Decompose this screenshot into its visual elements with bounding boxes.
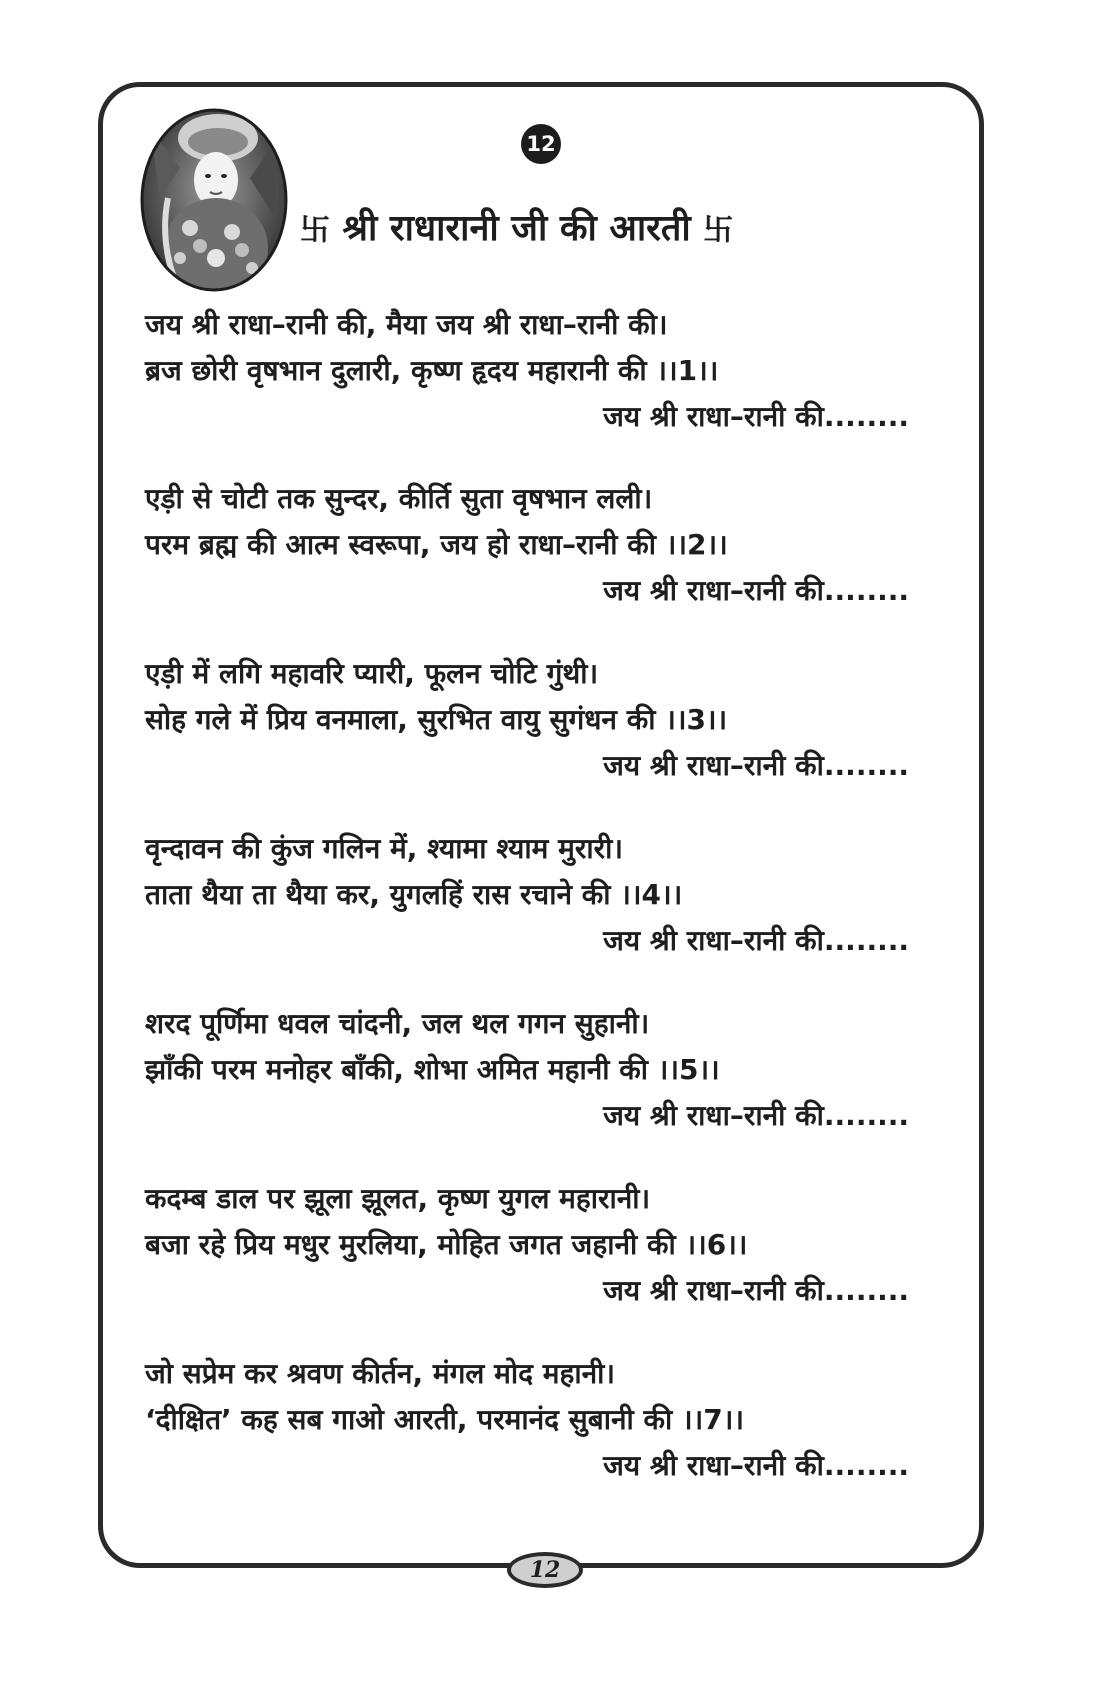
swastika-symbol-left: 卐 (300, 213, 330, 248)
stanza-line: वृन्दावन की कुंज गलिन में, श्यामा श्याम मुरारी। (145, 832, 623, 865)
stanza-line: सोह गले में प्रिय वनमाला, सुरभित वायु सुगंधन की ।।3।। (145, 703, 728, 736)
stanza-line: परम ब्रह्म की आत्म स्वरूपा, जय हो राधा–रानी की ।।2।। (145, 528, 728, 561)
stanza-refrain: जय श्री राधा–रानी की........ (603, 924, 909, 957)
stanza-1 (145, 302, 915, 440)
stanza-refrain: जय श्री राधा–रानी की........ (603, 749, 909, 782)
stanza-refrain: जय श्री राधा–रानी की........ (603, 400, 909, 433)
stanza-refrain: जय श्री राधा–रानी की........ (603, 1099, 909, 1132)
stanza-line: ताता थैया ता थैया कर, युगलहिं रास रचाने की ।।4।। (145, 878, 683, 911)
radharani-portrait-image (140, 108, 288, 292)
stanza-3 (145, 651, 915, 789)
stanza-line: बजा रहे प्रिय मधुर मुरलिया, मोहित जगत जहानी की ।।6।। (145, 1228, 748, 1261)
stanza-refrain: जय श्री राधा–रानी की........ (603, 1274, 909, 1307)
title-text: श्री राधारानी जी की आरती (342, 208, 691, 249)
page-title (300, 202, 860, 251)
stanza-refrain: जय श्री राधा–रानी की........ (603, 1449, 909, 1482)
stanza-4 (145, 826, 915, 964)
stanza-refrain: जय श्री राधा–रानी की........ (603, 574, 909, 607)
page-number: 12 (507, 1552, 583, 1588)
stanza-line: एड़ी से चोटी तक सुन्दर, कीर्ति सुता वृषभान लली। (145, 482, 653, 515)
stanza-6 (145, 1176, 915, 1314)
stanza-line: जो सप्रेम कर श्रवण कीर्तन, मंगल मोद महानी। (145, 1357, 615, 1390)
stanza-2 (145, 476, 915, 614)
swastika-symbol-right: 卐 (703, 213, 734, 248)
stanza-line: शरद पूर्णिमा धवल चांदनी, जल थल गगन सुहानी। (145, 1007, 650, 1040)
stanza-line: ‘दीक्षित’ कह सब गाओ आरती, परमानंद सुबानी की ।।7।। (145, 1403, 744, 1436)
stanza-line: कदम्ब डाल पर झूला झूलत, कृष्ण युगल महारानी। (145, 1182, 651, 1215)
stanza-7 (145, 1351, 915, 1489)
stanza-line: जय श्री राधा–रानी की, मैया जय श्री राधा–रानी की। (145, 308, 668, 341)
chapter-number-badge: 12 (521, 124, 561, 164)
stanza-5 (145, 1001, 915, 1139)
stanza-line: झाँकी परम मनोहर बाँकी, शोभा अमित महानी की ।।5।। (145, 1053, 720, 1086)
stanza-line: ब्रज छोरी वृषभान दुलारी, कृष्ण हृदय महारानी की ।।1।। (145, 354, 719, 387)
stanza-line: एड़ी में लगि महावरि प्यारी, फूलन चोटि गुंथी। (145, 657, 599, 690)
